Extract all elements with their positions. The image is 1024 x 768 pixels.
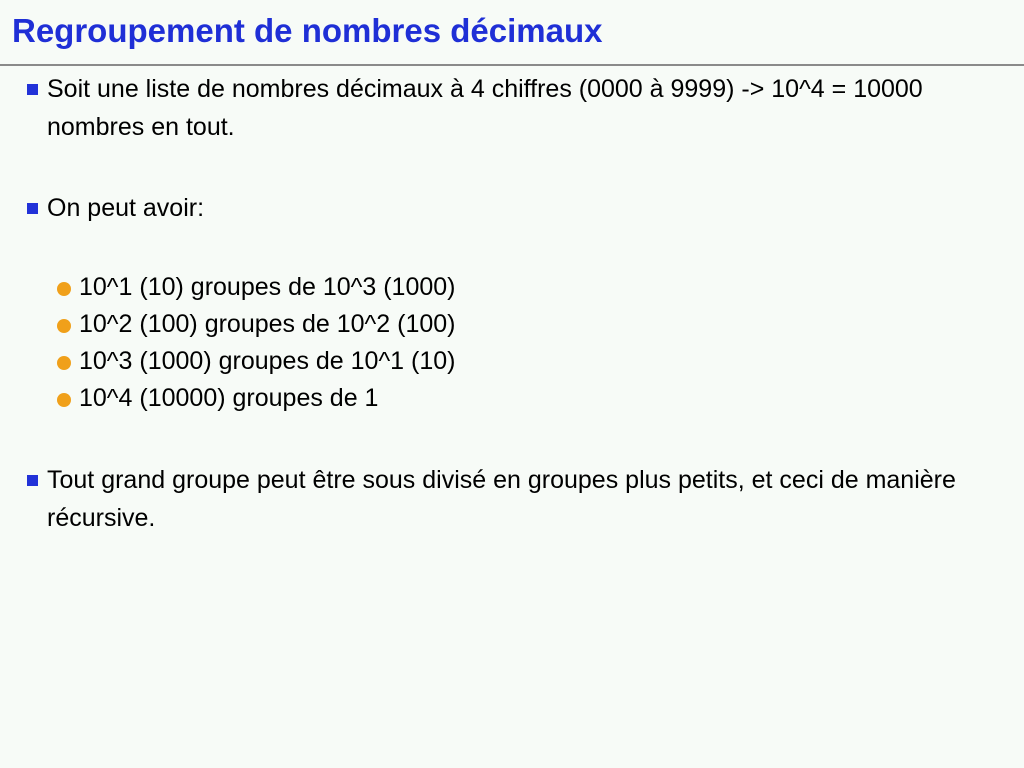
bullet-text: On peut avoir: (47, 194, 205, 222)
sub-bullet-text: 10^1 (10) groupes de 10^3 (1000) (79, 273, 456, 301)
bullet-text: Soit une liste de nombres décimaux à 4 chiffres (0000 à 9999) -> 10^4 = 10000 nombres en tout. (47, 75, 923, 141)
square-bullet-icon (27, 84, 38, 95)
bullet-item (27, 189, 1017, 227)
square-bullet-icon (27, 475, 38, 486)
bullet-item (27, 70, 1017, 146)
circle-bullet-icon (57, 393, 71, 407)
sub-bullet-text: 10^3 (1000) groupes de 10^1 (10) (79, 347, 456, 375)
sub-bullet-item (57, 306, 456, 343)
sub-bullet-text: 10^2 (100) groupes de 10^2 (100) (79, 310, 456, 338)
circle-bullet-icon (57, 319, 71, 333)
circle-bullet-icon (57, 282, 71, 296)
slide-title: Regroupement de nombres décimaux (12, 12, 603, 49)
sub-bullet-text: 10^4 (10000) groupes de 1 (79, 384, 379, 412)
sub-bullet-item (57, 343, 456, 380)
circle-bullet-icon (57, 356, 71, 370)
sub-bullet-item (57, 380, 378, 417)
sub-bullet-item (57, 269, 456, 306)
bullet-text: Tout grand groupe peut être sous divisé en groupes plus petits, et ceci de manière récursive. (47, 466, 956, 532)
bullet-item (27, 461, 1017, 537)
square-bullet-icon (27, 203, 38, 214)
title-divider (0, 64, 1024, 66)
